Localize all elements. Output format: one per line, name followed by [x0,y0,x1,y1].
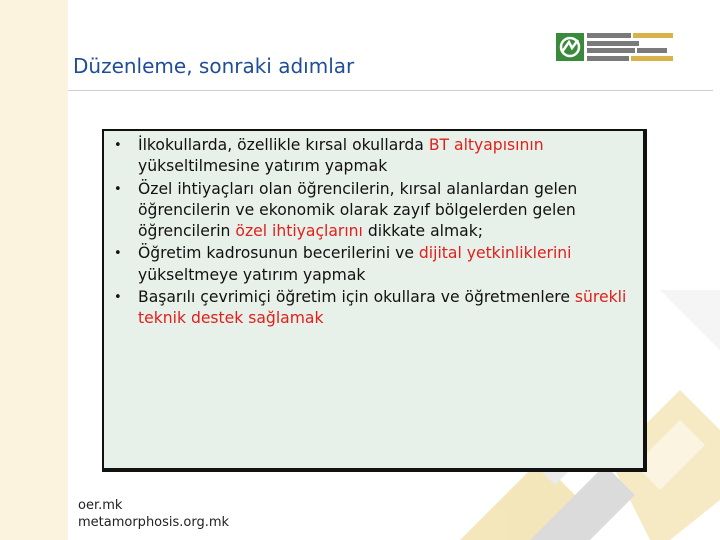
slide-title: Düzenleme, sonraki adımlar [73,54,355,78]
bullet-item [104,179,643,243]
bullet-text: dikkate almak; [362,222,484,241]
bullet-marker: • [114,138,122,153]
footer-link-metamorphosis[interactable]: metamorphosis.org.mk [78,515,230,530]
foundation-logo [556,33,676,65]
logo-line-1 [587,33,675,38]
bullet-highlight-text: sürekli teknik destek sağlamak [138,288,627,328]
logo-line-3 [587,48,675,53]
bullet-text: Öğretim kadrosunun becerilerini ve [138,244,419,263]
bullet-marker: • [114,246,122,262]
bullet-marker: • [114,181,122,197]
logo-wordmark [587,33,675,63]
bullet-list [104,135,643,331]
footer [78,497,229,531]
bullet-text: Başarılı çevrimiçi öğretim için okullara ve öğretmenlere [138,288,575,307]
bullet-item [104,243,643,286]
bullet-text: İlkokullarda, özellikle kırsal okullarda [138,136,429,154]
bullet-item [104,135,643,178]
footer-link-oer[interactable]: oer.mk [78,498,123,513]
foundation-logo-icon [556,33,584,61]
bullet-item [104,287,643,330]
logo-line-2 [587,41,675,46]
bullet-highlight-text: BT altyapısının [428,136,544,154]
bullet-text: Özel ihtiyaçları olan öğrencilerin, kırsal alanlardan gelen öğrencilerin ve ekonomik olarak zayıf bölgelerden gelen öğrencilerin [138,179,578,241]
bullet-text: yükseltilmesine yatırım yapmak [138,157,388,176]
bullet-marker: • [114,290,122,306]
left-accent-band [0,0,68,540]
bullet-highlight-text: dijital yetkinliklerini [418,244,572,263]
content-box [102,129,647,472]
bullet-highlight-text: özel ihtiyaçlarını [235,222,363,241]
title-divider [68,90,713,91]
logo-line-4 [587,56,675,61]
bullet-text: yükseltmeye yatırım yapmak [138,265,366,284]
